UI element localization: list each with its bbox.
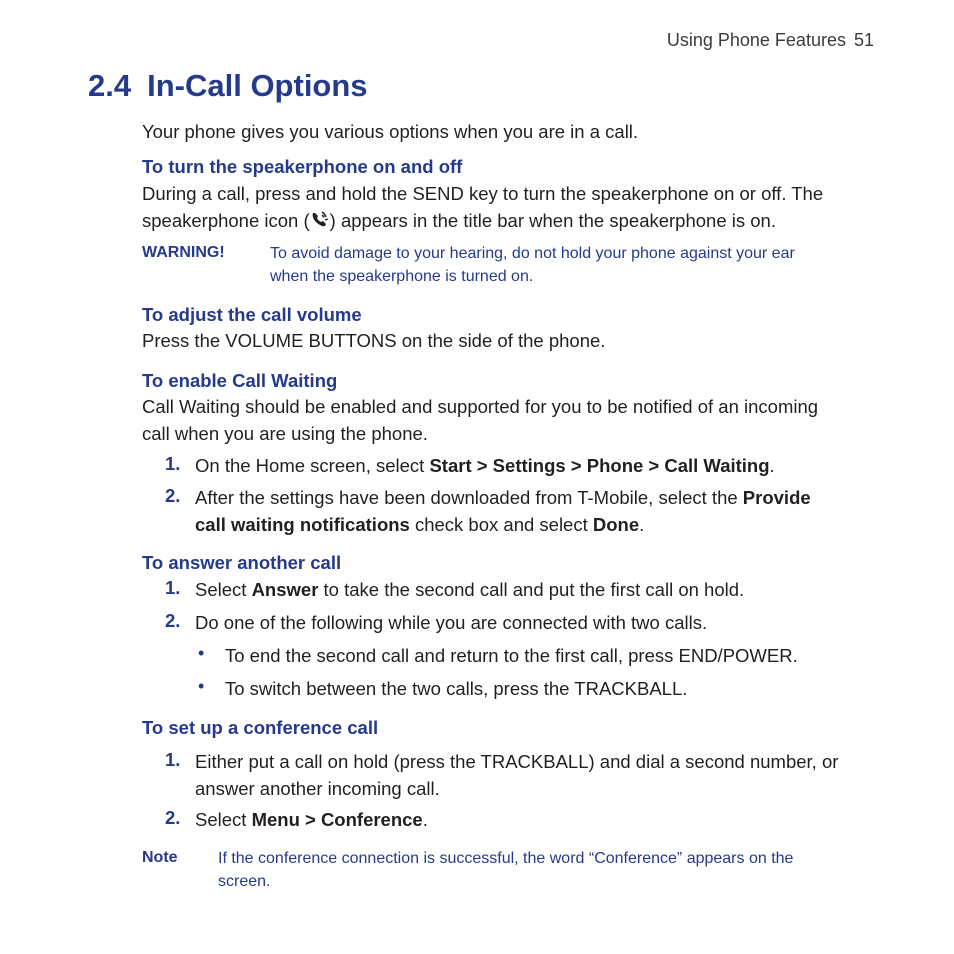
note-label: Note	[142, 849, 178, 866]
call-waiting-step-2: After the settings have been downloaded from T-Mobile, select the Provide call waiting notifications check box and select Done.	[195, 487, 811, 535]
answer-bullet-1: To end the second call and return to the first call, press END/POWER.	[225, 645, 798, 666]
call-waiting-heading: To enable Call Waiting	[142, 370, 338, 391]
running-header	[667, 30, 874, 51]
answer-step-1: Select Answer to take the second call and put the first call on hold.	[195, 579, 745, 600]
note-text: If the conference connection is successful, the word “Conference” appears on the screen.	[218, 850, 794, 890]
section-title: In-Call Options	[147, 68, 368, 103]
warning-label: WARNING!	[142, 244, 225, 261]
answer-step-1-number: 1.	[165, 577, 181, 598]
call-waiting-step-1-number: 1.	[165, 453, 181, 474]
conference-step-2-number: 2.	[165, 807, 181, 828]
answer-call-heading: To answer another call	[142, 552, 342, 573]
conference-step-1: Either put a call on hold (press the TRACKBALL) and dial a second number, or answer another incoming call.	[195, 751, 839, 799]
answer-bullet-2: To switch between the two calls, press the TRACKBALL.	[225, 678, 688, 699]
speakerphone-paragraph	[142, 181, 823, 234]
speakerphone-icon	[310, 210, 330, 230]
conference-step-2: Select Menu > Conference.	[195, 809, 428, 830]
bullet-1-marker: •	[198, 643, 205, 663]
answer-step-2-number: 2.	[165, 610, 181, 631]
speakerphone-line-1: During a call, press and hold the SEND key to turn the speakerphone on or off. The	[142, 183, 824, 204]
conference-step-1-number: 1.	[165, 749, 181, 770]
speakerphone-line-2: speakerphone icon ( ) appears in the title bar when the speakerphone is on.	[142, 209, 776, 231]
intro-paragraph: Your phone gives you various options when you are in a call.	[142, 121, 639, 142]
volume-paragraph: Press the VOLUME BUTTONS on the side of the phone.	[142, 330, 606, 351]
header-section-title: Using Phone Features	[666, 30, 846, 50]
bullet-2-marker: •	[198, 676, 205, 696]
volume-heading: To adjust the call volume	[142, 304, 362, 325]
call-waiting-step-1: On the Home screen, select Start > Settings > Phone > Call Waiting.	[195, 455, 775, 476]
conference-heading: To set up a conference call	[142, 717, 379, 738]
speakerphone-heading: To turn the speakerphone on and off	[142, 156, 463, 177]
call-waiting-step-2-number: 2.	[165, 485, 181, 506]
page-number: 51	[853, 30, 874, 50]
warning-text: To avoid damage to your hearing, do not hold your phone against your ear when the speakerphone is turned on.	[270, 245, 795, 285]
call-waiting-paragraph: Call Waiting should be enabled and supported for you to be notified of an incoming call when you are using the phone.	[142, 396, 819, 444]
section-number: 2.4	[88, 68, 132, 103]
answer-step-2: Do one of the following while you are connected with two calls.	[195, 612, 708, 633]
page-title	[88, 68, 368, 104]
